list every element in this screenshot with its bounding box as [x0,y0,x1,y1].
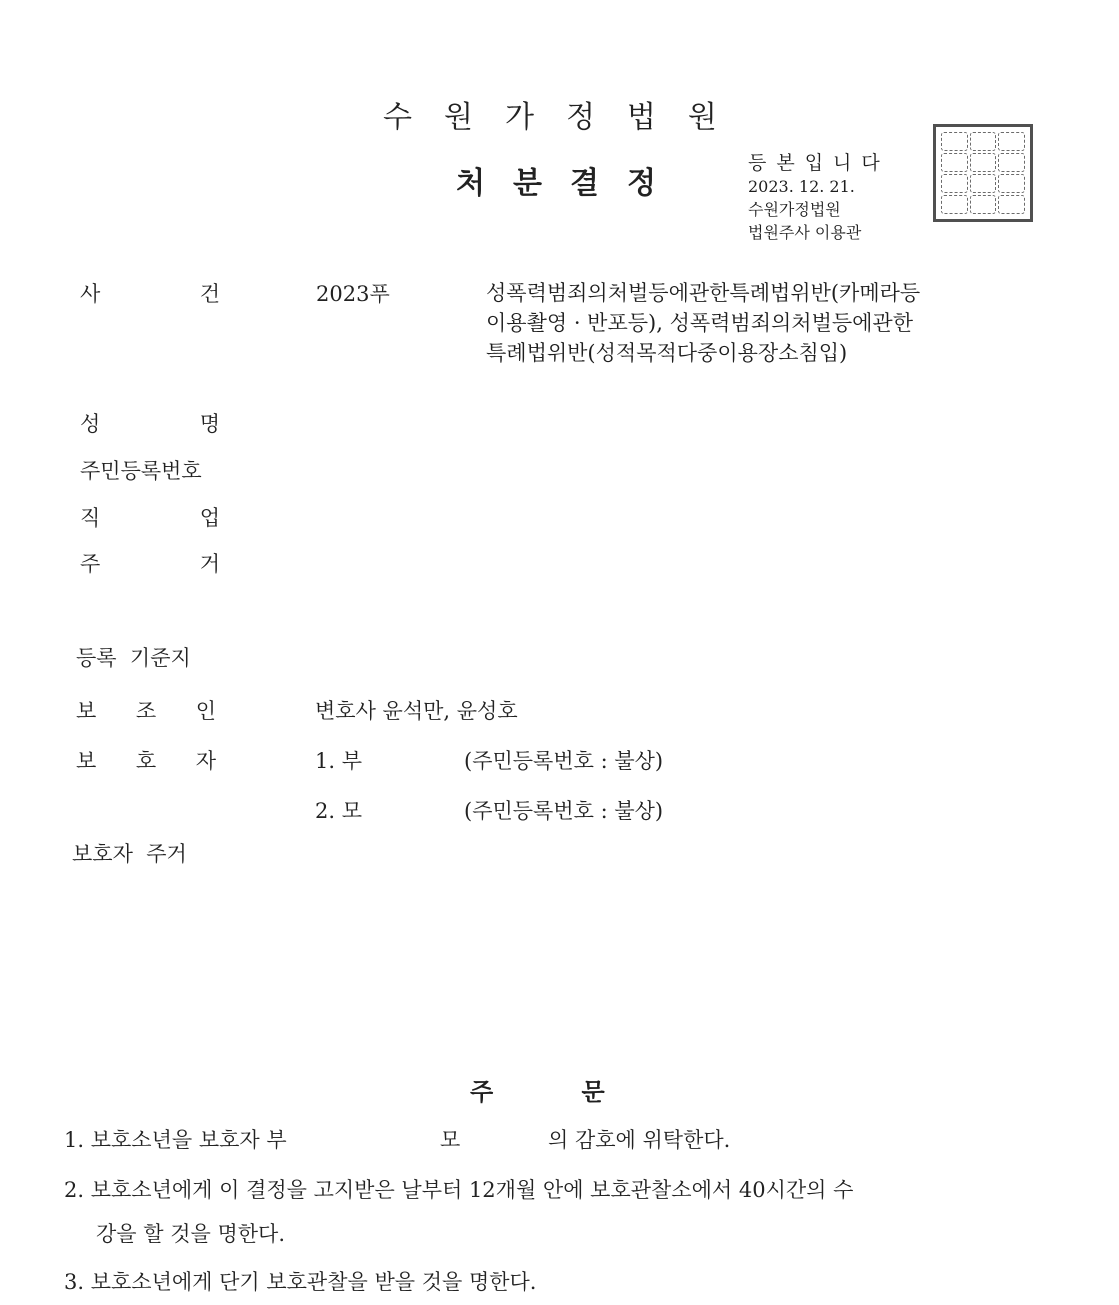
name-label [80,408,220,438]
order-heading: 주 문 [470,1078,605,1106]
guardian-residence-label: 보호자 주거 [72,842,187,866]
certified-copy-heading: 등본입니다 [748,152,890,174]
seal-glyph [941,132,968,151]
residence-label [80,548,220,578]
occupation-label [80,502,220,532]
offense-line: 성폭력범죄의처벌등에관한특례법위반(카메라등 [486,281,921,305]
residence-label-char: 거 [199,552,220,576]
seal-glyph [998,174,1025,193]
seal-glyph [941,153,968,172]
court-name-title: 수원가정법원 [383,100,749,135]
order-item-2-line1: 2. 보호소년에게 이 결정을 고지받은 날부터 12개월 안에 보호관찰소에서 40시간의 수 [64,1178,854,1202]
offense-line: 이용촬영 · 반포등), 성폭력범죄의처벌등에관한 [486,311,914,335]
order-item-1-mother: 모 [440,1128,461,1152]
guardian-label-char: 보 [76,749,97,773]
occupation-label-char: 직 [80,506,101,530]
certified-copy-block [748,152,890,244]
assistant-label [76,695,216,725]
name-label-char: 성 [80,412,101,436]
guardian-father-relation: 1. 부 [315,749,362,773]
order-item-1 [64,1124,287,1154]
seal-glyph [970,174,997,193]
court-seal-icon [933,124,1033,222]
order-item-1-end: 의 감호에 위탁한다. [548,1128,731,1152]
offense-line: 특례법위반(성적목적다중이용장소침입) [486,341,848,365]
certified-copy-clerk: 법원주사 이용관 [748,223,862,242]
case-label-char: 사 [80,282,101,306]
assistant-value: 변호사 윤석만, 윤성호 [315,699,518,723]
guardian-label-char: 자 [195,749,216,773]
certified-copy-date: 2023. 12. 21. [748,177,855,196]
case-number: 2023푸 [316,282,390,306]
occupation-label-char: 업 [199,506,220,530]
assistant-label-char: 인 [195,699,216,723]
residence-label-char: 주 [80,552,101,576]
registered-domicile-label: 등록 기준지 [76,646,191,670]
guardian-label [76,745,216,775]
seal-glyph [998,132,1025,151]
offense-description [486,278,1046,368]
document-title: 처분결정 [456,166,684,201]
case-label-char: 건 [199,282,220,306]
case-label [80,278,220,308]
name-label-char: 명 [199,412,220,436]
guardian-mother-resident-number: (주민등록번호 : 불상) [464,799,664,823]
seal-glyph [941,174,968,193]
order-item-3: 3. 보호소년에게 단기 보호관찰을 받을 것을 명한다. [64,1270,537,1294]
certified-copy-court: 수원가정법원 [748,200,841,219]
seal-glyph [998,153,1025,172]
assistant-label-char: 조 [135,699,157,723]
guardian-father-resident-number: (주민등록번호 : 불상) [464,749,664,773]
seal-glyph [970,153,997,172]
seal-glyph [970,195,997,214]
seal-glyph [941,195,968,214]
guardian-mother-relation: 2. 모 [315,799,362,823]
guardian-label-char: 호 [135,749,157,773]
assistant-label-char: 보 [76,699,97,723]
seal-glyph [970,132,997,151]
resident-number-label: 주민등록번호 [80,459,202,483]
order-item-2-line2: 강을 할 것을 명한다. [96,1222,285,1246]
seal-glyph [998,195,1025,214]
order-item-1-part: 1. 보호소년을 보호자 부 [64,1128,287,1152]
